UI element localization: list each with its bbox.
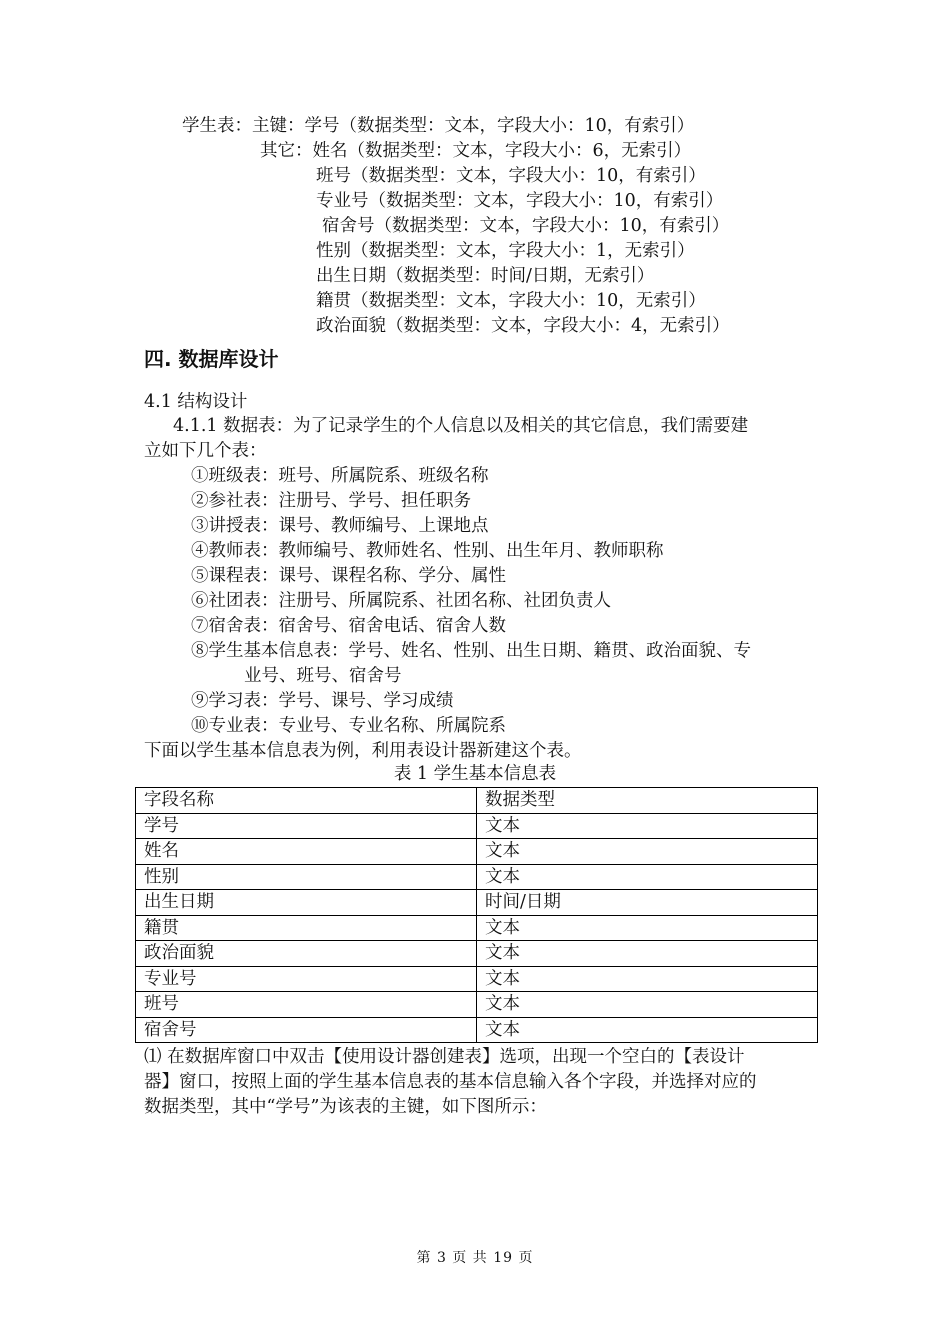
instruction-line: 器】窗口，按照上面的学生基本信息表的基本信息输入各个字段，并选择对应的 — [144, 1072, 757, 1092]
table-row — [136, 839, 818, 865]
table-list-item: ⑩专业表：专业号、专业名称、所属院系 — [191, 716, 506, 736]
table-row — [136, 813, 818, 839]
table-list-item: ④教师表：教师编号、教师姓名、性别、出生年月、教师职称 — [191, 541, 664, 561]
cell-data-type: 文本 — [477, 941, 818, 967]
cell-data-type: 文本 — [477, 992, 818, 1018]
cell-field-name: 学号 — [136, 813, 477, 839]
table-list-item: ⑦宿舍表：宿舍号、宿舍电话、宿舍人数 — [191, 616, 506, 636]
student-field-line: 性别（数据类型：文本，字段大小：1，无索引） — [316, 241, 695, 261]
student-info-table — [135, 787, 818, 1043]
cell-field-name: 姓名 — [136, 839, 477, 865]
cell-field-name: 性别 — [136, 864, 477, 890]
cell-field-name: 宿舍号 — [136, 1017, 477, 1043]
table-header-row — [136, 788, 818, 814]
table-list-item: ②参社表：注册号、学号、担任职务 — [191, 491, 471, 511]
student-field-line: 政治面貌（数据类型：文本，字段大小：4，无索引） — [316, 316, 730, 336]
instruction-line: ⑴ 在数据库窗口中双击【使用设计器创建表】选项，出现一个空白的【表设计 — [144, 1047, 745, 1067]
section-heading: 四. 数据库设计 — [144, 347, 279, 371]
table-list-item-continuation: 业号、班号、宿舍号 — [244, 666, 402, 686]
student-field-line: 专业号（数据类型：文本，字段大小：10，有索引） — [316, 191, 724, 211]
student-field-line: 籍贯（数据类型：文本，字段大小：10，无索引） — [316, 291, 706, 311]
cell-data-type: 文本 — [477, 813, 818, 839]
cell-data-type: 文本 — [477, 864, 818, 890]
table-row — [136, 890, 818, 916]
table-list-item: ①班级表：班号、所属院系、班级名称 — [191, 466, 489, 486]
header-cell-data-type: 数据类型 — [477, 788, 818, 814]
table-caption: 表 1 学生基本信息表 — [393, 764, 557, 784]
table-list-item: ⑨学习表：学号、课号、学习成绩 — [191, 691, 454, 711]
cell-field-name: 籍贯 — [136, 915, 477, 941]
student-table-primary-key: 学生表：主键：学号（数据类型：文本，字段大小：10，有索引） — [182, 116, 695, 136]
student-field-line: 宿舍号（数据类型：文本，字段大小：10，有索引） — [322, 216, 730, 236]
table-row — [136, 941, 818, 967]
page-number: 第 3 页 共 19 页 — [416, 1250, 534, 1266]
subsection-heading: 4.1 结构设计 — [144, 392, 248, 412]
table-row — [136, 864, 818, 890]
table-list-item: ⑧学生基本信息表：学号、姓名、性别、出生日期、籍贯、政治面貌、专 — [191, 641, 751, 661]
cell-field-name: 出生日期 — [136, 890, 477, 916]
cell-data-type: 时间/日期 — [477, 890, 818, 916]
cell-data-type: 文本 — [477, 966, 818, 992]
table-row — [136, 992, 818, 1018]
table-list-item: ③讲授表：课号、教师编号、上课地点 — [191, 516, 489, 536]
student-field-line: 班号（数据类型：文本，字段大小：10，有索引） — [316, 166, 706, 186]
table-list-item: ⑥社团表：注册号、所属院系、社团名称、社团负责人 — [191, 591, 611, 611]
cell-data-type: 文本 — [477, 915, 818, 941]
cell-field-name: 政治面貌 — [136, 941, 477, 967]
intro-paragraph-line: 4.1.1 数据表：为了记录学生的个人信息以及相关的其它信息，我们需要建 — [173, 416, 749, 436]
instruction-line: 数据类型，其中“学号”为该表的主键，如下图所示： — [144, 1097, 547, 1117]
cell-data-type: 文本 — [477, 839, 818, 865]
header-cell-field-name: 字段名称 — [136, 788, 477, 814]
table-list-item: ⑤课程表：课号、课程名称、学分、属性 — [191, 566, 506, 586]
student-field-line: 出生日期（数据类型：时间/日期，无索引） — [316, 266, 655, 286]
cell-data-type: 文本 — [477, 1017, 818, 1043]
cell-field-name: 班号 — [136, 992, 477, 1018]
table-row — [136, 1017, 818, 1043]
example-intro: 下面以学生基本信息表为例，利用表设计器新建这个表。 — [144, 741, 582, 761]
cell-field-name: 专业号 — [136, 966, 477, 992]
table-row — [136, 966, 818, 992]
intro-paragraph-line: 立如下几个表： — [144, 441, 267, 461]
table-row — [136, 915, 818, 941]
student-table-others-first: 其它：姓名（数据类型：文本，字段大小：6，无索引） — [260, 141, 692, 161]
